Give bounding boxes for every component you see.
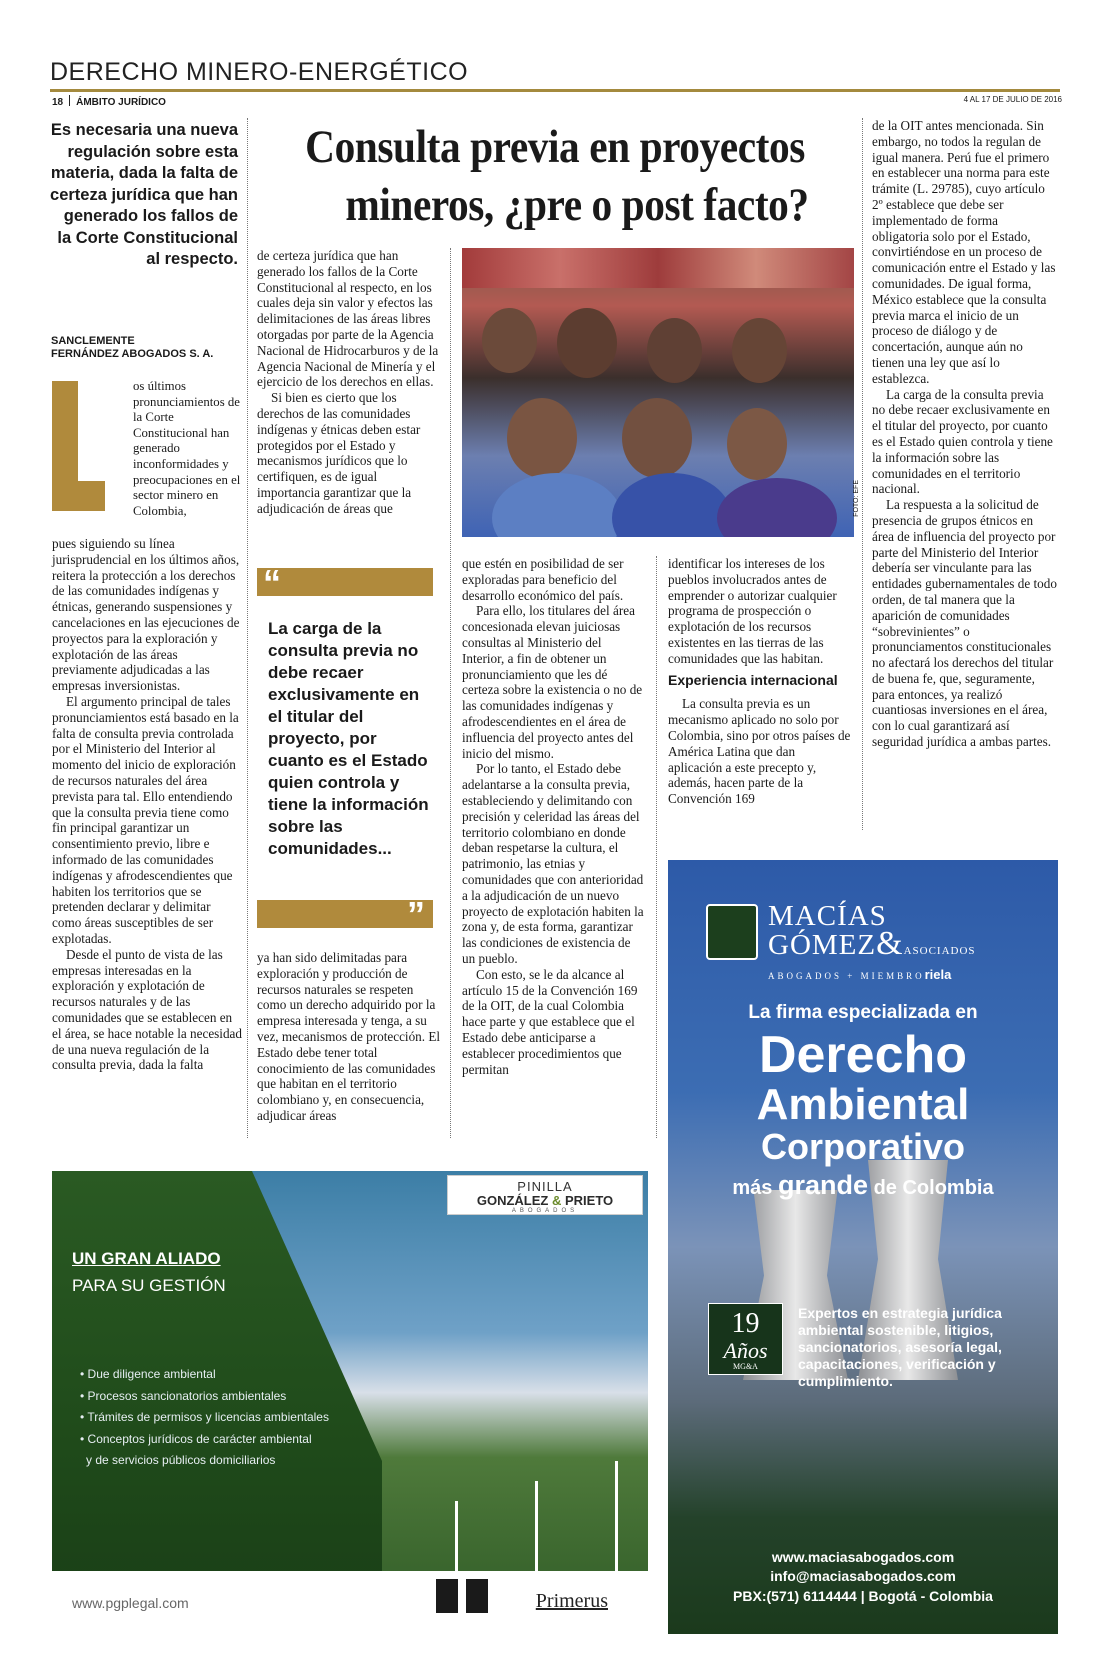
service-item: • Conceptos jurídicos de carácter ambiental [80, 1431, 312, 1446]
column-2-bottom [257, 950, 441, 1124]
ad-line: más grande de Colombia [732, 1170, 994, 1200]
pull-quote: La carga de la consulta previa no debe recaer exclusivamente en el titular del proyecto, por cuanto es el Estado quien controla y tiene la información sobre las comunidades... [268, 619, 429, 858]
quote-bar-top [257, 562, 433, 603]
quote-bar-bottom [257, 894, 433, 935]
article-kicker: Es necesaria una nueva regulación sobre esta materia, dada la falta de certeza jurídica que han generado los fallos de la Corte Constitucional al respecto. [50, 121, 238, 268]
services-list [80, 1364, 329, 1472]
column-1-drop-text: os últimos pronunciamientos de la Corte Constitucional han generado inconformidades y preocupaciones en el sector minero en Colombia, [133, 379, 241, 518]
service-item: y de servicios públicos domiciliarios [86, 1453, 276, 1467]
column-divider [450, 248, 451, 1138]
column-5 [872, 118, 1058, 750]
col4-paragraph: identificar los intereses de los pueblos involucrados antes de emprender o autorizar cualquier programa de prospección o explotación de los recursos existentes en las tierras de las comunidades que las habitan. [668, 556, 837, 666]
publication-name: ÁMBITO JURÍDICO [76, 97, 166, 108]
website-link[interactable]: www.pgplegal.com [72, 1595, 189, 1611]
issue-date: 4 AL 17 DE JULIO DE 2016 [963, 95, 1062, 104]
mg-logo-icon [706, 904, 758, 960]
award-badge-icon [466, 1579, 488, 1613]
col2-paragraph: de certeza jurídica que han generado los fallos de la Corte Constitucional al respecto, en los cuales deja sin valor y efectos las delimitaciones de las áreas libres otorgadas por parte de la Agencia Nacional de Hidrocarburos y de la Agencia Nacional de Minería y el ejercicio de los derechos en ellas. [257, 248, 439, 390]
service-item: • Procesos sancionatorios ambientales [80, 1388, 287, 1403]
wind-turbine-icon [615, 1461, 618, 1581]
page-info [52, 95, 166, 108]
column-divider [862, 118, 863, 830]
brand-text: GÓMEZ&ASOCIADOS [768, 925, 976, 962]
service-item: • Trámites de permisos y licencias ambientales [80, 1410, 329, 1424]
column-divider [656, 556, 657, 1138]
ad-description: Expertos en estrategia jurídica ambiental sostenible, litigios, sancionatorios, asesoría legal, capacitaciones, verificación y cumplimiento. [798, 1305, 1002, 1389]
logo-text: GONZÁLEZ & PRIETO [476, 1193, 614, 1208]
col5-paragraph: La respuesta a la solicitud de presencia de grupos étnicos en área de influencia del proyecto por parte del Ministerio del Interior debería ser vinculante para las entidades gubernamentales de todo orden, de tal manera que la aparición de comunidades “sobrevinientes” o pronunciamentos constitucionales no afectará los derechos del titular de buena fe, que, seguramente, para entonces, ya realizó cuantiosas inversiones en el área, con lo cual garantizará así seguridad jurídica a ambas partes. [872, 497, 1057, 750]
brand-text: MACÍAS [768, 900, 887, 932]
indigenous-community-photo [462, 248, 854, 537]
byline-line-2: FERNÁNDEZ ABOGADOS S. A. [51, 348, 214, 360]
drop-cap [52, 381, 105, 511]
photo-credit: FOTO: EFE [853, 480, 860, 517]
col3-paragraph: Con esto, se le da alcance al artículo 15 de la Convención 169 de la OIT, de la cual Colombia hace parte y que establece que el Estado debe anticiparse a establecer procedimientos que permitan [462, 966, 638, 1077]
close-quote-icon: ” [407, 894, 425, 935]
col5-paragraph: de la OIT antes mencionada. Sin embargo, no todos la regulan de igual manera. Perú fue el primero en establecer una norma para este trámite (L. 29785), cuyo artículo 2º establece que debe ser implementado de forma obligatoria solo por el Estado, convirtiéndose en un proceso de comunicación entre el Estado y las comunidades. De igual forma, México establece que la consulta previa marca el inicio de un proceso de diálogo y de concertación, aunque aún no tienen una ley que así lo establezca. [872, 118, 1056, 386]
column-3 [462, 556, 646, 1077]
col2-paragraph: Si bien es cierto que los derechos de las comunidades indígenas y étnicas deben estar protegidos por el Estado y mecanismos jurídicos que lo certifiquen, es de igual importancia garantizar que la adjudicación de áreas que [257, 390, 421, 516]
column-divider [247, 118, 248, 1138]
col1-paragraph: Desde el punto de vista de las empresas interesadas en la exploración y explotación de recursos naturales y de las comunidades que se establecen en el área, se hace notable la necesidad de una nueva regulación de la consulta previa, dada la falta [52, 946, 243, 1073]
years-word: Años [723, 1338, 768, 1363]
pgp-logo [447, 1175, 643, 1215]
ad-line: La firma especializada en [748, 1002, 978, 1023]
ad-title: UN GRAN ALIADO [72, 1249, 221, 1268]
years-badge [708, 1303, 783, 1375]
column-4 [668, 556, 852, 807]
open-quote-icon: “ [263, 562, 281, 603]
ad-line: Ambiental [756, 1080, 970, 1129]
page-number: 18 [52, 97, 64, 108]
years-mark: MG&A [733, 1362, 758, 1371]
col1-paragraph: pues siguiendo su línea jurisprudencial en los últimos años, reitera la protección a los derechos de las comunidades indígenas y étnicas, generando suspensiones y cancelaciones en las ejecuciones de proyectos para la exploración y explotación de las áreas previamente adjudicadas a las empresas inversionistas. [52, 536, 240, 694]
award-badge-icon [436, 1579, 458, 1613]
column-1 [52, 536, 242, 1073]
col3-paragraph: que estén en posibilidad de ser exploradas para beneficio del desarrollo económico del país. [462, 556, 624, 603]
byline-line-1: SANCLEMENTE [51, 335, 135, 347]
website-link[interactable]: www.maciasabogados.com [771, 1549, 955, 1565]
phone-info: PBX:(571) 6114444 | Bogotá - Colombia [733, 1588, 993, 1604]
ad-line: Corporativo [760, 1126, 965, 1167]
mg-brand [768, 902, 976, 982]
col3-paragraph: Por lo tanto, el Estado debe adelantarse a la consulta previa, estableciendo y delimitando con precisión y celeridad las áreas del territorio colombiano en donde deban respetarse la cultura, el patrimonio, las etnias y comunidades que con anterioridad a la adjudicación de un nuevo proyecto de explotación habiten la zona y, de esta forma, garantizar las condiciones de existencia de un pueblo. [462, 761, 644, 966]
headline-line-2: mineros, ¿pre o post facto? [345, 179, 809, 231]
col2-paragraph: ya han sido delimitadas para exploración y producción de recursos naturales se respeten como un derecho adquirido por la empresa interesada y tenga, a su vez, mecanismos de protección. El Estado debe tener total conocimiento de las comunidades que habitan en el territorio colombiano y, en consecuencia, adjudicar áreas [257, 950, 441, 1123]
ad-line: Derecho [758, 1026, 968, 1084]
col5-paragraph: La carga de la consulta previa no debe recaer exclusivamente en el titular del proyecto, por cuanto es el Estado quien controla y tiene la información sobre las comunidades en el territorio nacional. [872, 386, 1053, 497]
logo-text: ABOGADOS [511, 1208, 579, 1214]
years-number: 19 [731, 1308, 760, 1339]
column-2-top [257, 248, 441, 517]
service-item: • Due diligence ambiental [80, 1367, 216, 1381]
col1-paragraph: El argumento principal de tales pronunciamientos está basado en la falta de consulta previa controlada por el Ministerio del Interior al momento del inicio de exploración de recursos naturales del área prevista para tal. Ello entendiendo que la consulta previa tiene como fin principal garantizar un consentimiento previo, libre e informado de las comunidades indígenas y afrodescendientes que habiten los territorios que se pretenden declarar y delimitar como áreas susceptibles de ser explotadas. [52, 693, 239, 946]
logo-text: PINILLA [517, 1179, 573, 1194]
headline-line-1: Consulta previa en proyectos [305, 121, 805, 173]
col3-paragraph: Para ello, los titulares del área concesionada elevan juiciosas consultas al Ministerio del Interior, a fin de obtener un pronunciamiento que les dé certeza sobre la existencia o no de las comunidades indígenas y afrodescendientes en el área de influencia del proyecto antes del inicio del mismo. [462, 603, 643, 761]
ad-subtitle: PARA SU GESTIÓN [72, 1276, 226, 1295]
header-rule [50, 89, 1060, 92]
col4-paragraph: La consulta previa es un mecanismo aplicado no solo por Colombia, sino por otros países de América Latina que dan aplicación a este precepto y, además, hacen parte de la Convención 169 [668, 696, 851, 807]
subheading: Experiencia internacional [668, 671, 838, 688]
brand-sub: ABOGADOS + MIEMBROriela [768, 967, 952, 982]
email-link[interactable]: info@maciasabogados.com [770, 1568, 956, 1584]
byline [51, 335, 241, 361]
headline [291, 118, 819, 234]
ad-pgp-legal[interactable] [52, 1171, 648, 1633]
primerus-logo: Primerus [535, 1590, 608, 1612]
section-title: DERECHO MINERO-ENERGÉTICO [50, 58, 469, 86]
ad-macias-gomez[interactable] [668, 860, 1058, 1634]
